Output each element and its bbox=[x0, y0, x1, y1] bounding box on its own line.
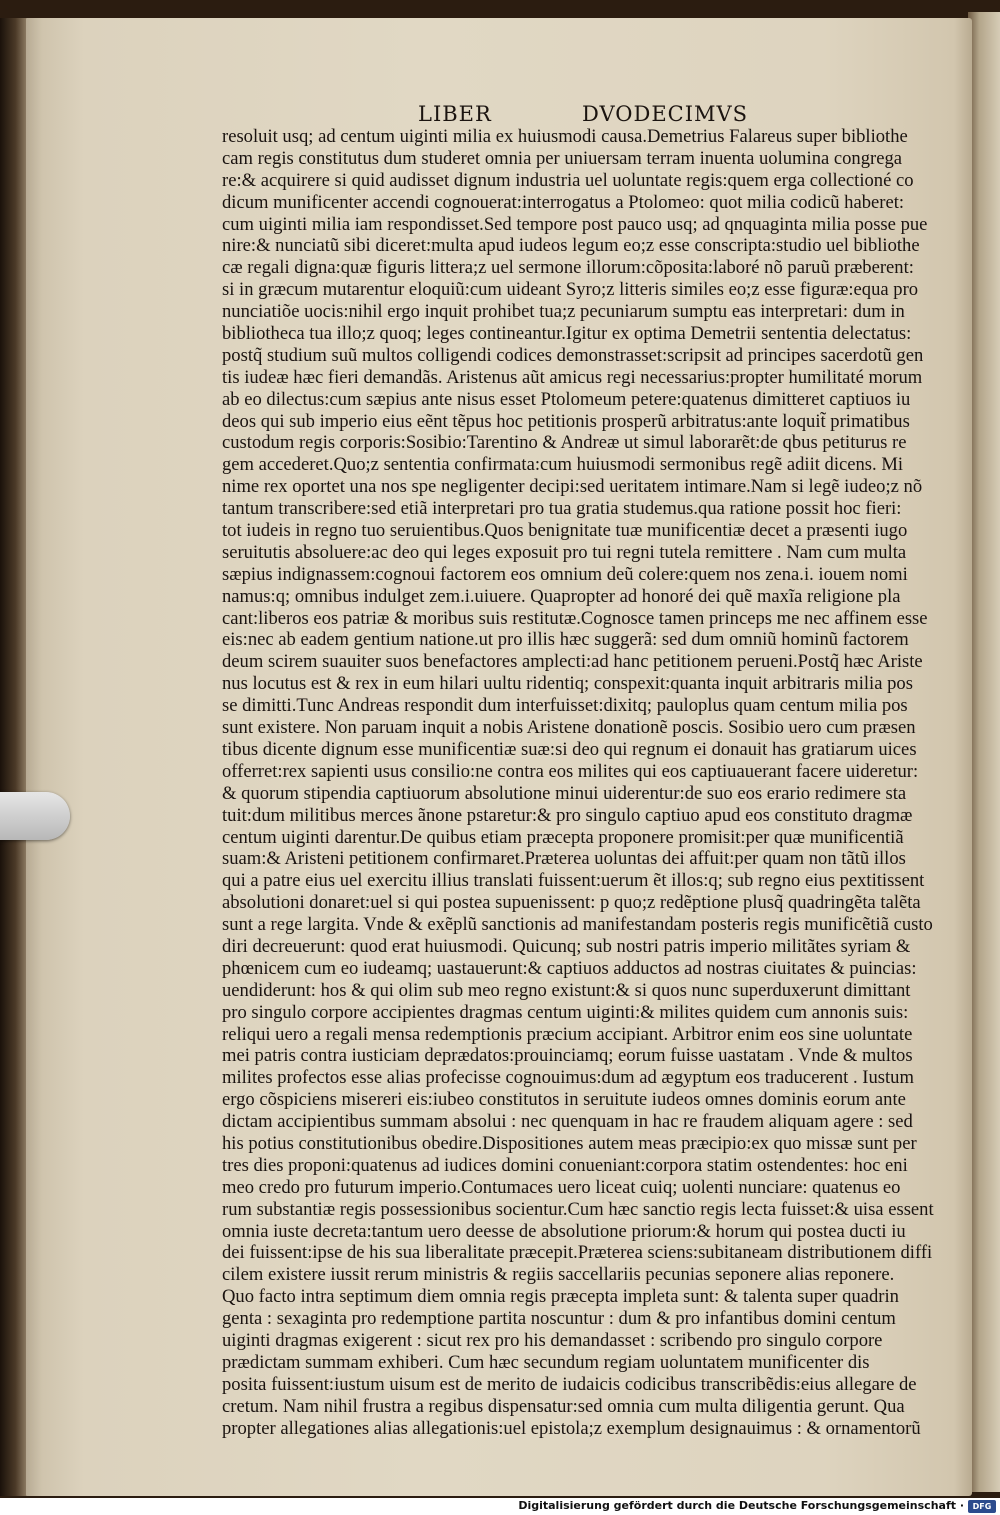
text-line: tantum transcribere:sed etiã interpretari pro tua gratia studemus.qua ratione possit hoc fieri: bbox=[222, 498, 902, 520]
text-line: suam:& Aristeni petitionem confirmaret.Præterea uoluntas dei affuit:per quam non tãtũ illos bbox=[222, 848, 906, 870]
text-line: dictam accipientibus summam absolui : nec quenquam in hac re fraudem aliquam agere : sed bbox=[222, 1111, 913, 1133]
text-line: tot iudeis in regno tuo seruientibus.Quos benignitate tuæ munificentiæ decet a præsenti iugo bbox=[222, 520, 908, 542]
text-line: Quo facto intra septimum diem omnia regis præcepta impleta sunt: & talenta super quadrin bbox=[222, 1286, 899, 1308]
text-line: re:& acquirere si quid audisset dignum industria uel uoluntate regis:quem erga collectioné co bbox=[222, 169, 914, 191]
text-block bbox=[222, 126, 938, 1439]
text-line: tis iudeæ hæc fieri demandãs. Aristenus aũt amicus regi necessarius:propter humilitaté morum bbox=[222, 366, 923, 388]
text-line: cant:liberos eos patriæ & moribus suis restitutæ.Cognosce tamen princeps me nec affinem esse bbox=[222, 607, 928, 629]
text-line: cretum. Nam nihil frustra a regibus dispensatur:sed omnia cum multa diligentia gerunt. Qua bbox=[222, 1395, 905, 1417]
dfg-logo-icon: DFG bbox=[968, 1500, 996, 1513]
text-line: resoluit usq; ad centum uiginti milia ex huiusmodi causa.Demetrius Falareus super bibliothe bbox=[222, 126, 908, 147]
text-line: posita fuissent:iustum uisum est de merito de iudaicis codicibus transcribẽdis:eius allegare de bbox=[222, 1373, 917, 1395]
text-line: mei patris contra iusticiam deprædatos:prouinciamq; eorum fuisse uastatam . Vnde & multos bbox=[222, 1045, 913, 1067]
text-line: centum uiginti darentur.De quibus etiam præcepta proponere promisit:per quæ munificentiã bbox=[222, 826, 904, 848]
text-line: his potius constitutionibus obedire.Dispositiones autem meas præcipio:ex quo missæ sunt per bbox=[222, 1132, 917, 1154]
text-line: rum substantiæ regis possessionibus socientur.Cum hæc sanctio regis lecta fuisset:& uisa essent bbox=[222, 1198, 934, 1220]
text-line: tibus dicente dignum esse munificentiæ suæ:si deo qui regnum ei donauit has gratiarum uices bbox=[222, 738, 917, 760]
text-line: gem accederet.Quo;z sententia confirmata:cum huiusmodi sermonibus regẽ adiit dicens. Mi bbox=[222, 454, 904, 476]
text-line: nunciatiõe uocis:nihil ergo inquit prohibet tua;z pecuniarum sumptu eas interpretari: dum in bbox=[222, 301, 905, 323]
text-line: uendiderunt: hos & qui olim sub meo regno existunt:& si quos nunc superduxerunt dimittant bbox=[222, 979, 911, 1001]
footer-credit: Digitalisierung gefördert durch die Deutsche Forschungsgemeinschaft · bbox=[518, 1499, 964, 1512]
text-line: uiginti dragmas exigerent : sicut rex pro his demandasset : scribendo pro singulo corpore bbox=[222, 1329, 883, 1351]
text-line: namus:q; omnibus indulget zem.i.uiuere. Quapropter ad honoré dei quẽ maxĩa religione pla bbox=[222, 585, 901, 607]
text-line: meo credo pro futurum imperio.Contumaces uero liceat cuiq; uolenti nunciare: quatenus eo bbox=[222, 1176, 901, 1198]
text-line: & quorum stipendia captiuorum absolutione minui uiderentur:de suo eos erario redimere sta bbox=[222, 782, 907, 804]
text-line: qui a patre eius uel exercitu illius translati fuissent:uerum ẽt illos:q; sub regno eius pextitissent bbox=[222, 870, 925, 892]
text-line: cam regis constitutus dum studeret omnia per uniuersam terram inuenta uolumina congrega bbox=[222, 147, 903, 169]
text-line: tuit:dum militibus merces ãnone pstaretur:& pro singulo captiuo apud eos constituto dragmæ bbox=[222, 804, 913, 826]
text-line: seruitutis absoluere:ac deo qui leges exposuit pro tui regni tutela remittere . Nam cum multa bbox=[222, 541, 907, 563]
text-line: bibliotheca tua illo;z quoq; leges contineantur.Igitur ex optima Demetrii sententia delectatus: bbox=[222, 323, 912, 345]
text-line: si in græcum mutarentur eloquiũ:cum uideant Syro;z litteris similes eo;z esse figuræ:equa pro bbox=[222, 279, 919, 301]
text-line: phœnicem cum eo iudeamq; uastauerunt:& captiuos adductos ad nostras ciuitates & puincias: bbox=[222, 957, 917, 979]
text-line: ergo cõspiciens misereri eis:iubeo constitutos in seruitute iudeos omnes dominis eorum ante bbox=[222, 1089, 906, 1111]
text-line: nime rex oportet una nos spe negligenter decipi:sed ueritatem intimare.Nam si legẽ iudeo;z nõ bbox=[222, 476, 923, 498]
text-line: sunt existere. Non paruam inquit a nobis Aristene donationẽ poscis. Sosibio uero cum præsen bbox=[222, 717, 916, 739]
text-line: pro singulo corpore accipientes dragmas centum uiginti:& milites quidem cum annonis suis: bbox=[222, 1001, 909, 1023]
text-line: cum uiginti milia iam respondisset.Sed tempore post pauco usq; ad qnquaginta milia posse pue bbox=[222, 213, 928, 235]
text-line: genta : sexaginta pro redemptione partita noscuntur : dum & pro infantibus domini centum bbox=[222, 1308, 896, 1330]
text-line: dei fuissent:ipse de his sua liberalitate præcepit.Præterea sciens:subitaneam distributionem diffi bbox=[222, 1242, 933, 1264]
text-line: sæpius indignassem:cognoui factorem eos omnium deũ colere:quem nos zena.i. iouem nomi bbox=[222, 563, 908, 585]
text-line: sunt a rege largita. Vnde & exẽplũ sanctionis ad manifestandam posteris regis munificẽtiã custo bbox=[222, 914, 933, 936]
footer-bar bbox=[0, 1498, 1000, 1515]
next-page-edge bbox=[968, 12, 1000, 1492]
running-header bbox=[24, 88, 972, 128]
book-binding bbox=[0, 18, 26, 1496]
header-right: DVODECIMVS bbox=[582, 102, 749, 126]
text-line: se dimitti.Tunc Andreas respondit dum interfuisset:dixitq; pauloplus quam centum milia pos bbox=[222, 695, 908, 717]
book-page bbox=[24, 18, 972, 1496]
text-line: ab eo dilectus:cum sæpius ante nisus esset Ptolomeum petere:quatenus dimitteret captiuos iu bbox=[222, 388, 911, 410]
text-line: custodum regis corporis:Sosibio:Tarentino & Andreæ ut simul laborarẽt:de qbus petiturus re bbox=[222, 432, 907, 454]
text-line: nire:& nunciatũ sibi diceret:multa apud iudeos legum eo;z esse conscripta:studio uel bibliothe bbox=[222, 235, 920, 257]
text-line: absolutioni donaret:uel si qui postea supuenissent: p quo;z redẽptione plusq̃ quadringẽta talẽta bbox=[222, 892, 921, 914]
text-line: propter allegationes alias allegationis:uel epistola;z exemplum designauimus : & ornamentorũ bbox=[222, 1417, 921, 1439]
text-line: offerret:rex sapienti usus consilio:ne contra eos milites qui eos captiuauerant facere uideretur: bbox=[222, 760, 919, 782]
text-line: omnia iuste decreta:tantum uero deesse de absolutione priorum:& horum qui postea ducti iu bbox=[222, 1220, 906, 1242]
text-line: diri decreuerunt: quod erat huiusmodi. Quicunq; sub nostri patris imperio militãtes syriam & bbox=[222, 935, 911, 957]
text-line: dicum munificenter accendi cognouerat:interrogatus a Ptolomeo: quot milia codicũ haberet: bbox=[222, 191, 905, 213]
header-left: LIBER bbox=[418, 102, 492, 126]
text-line: milites profectos esse alias profecisse cognouimus:dum ad ægyptum eos traducerent . Iustum bbox=[222, 1067, 914, 1089]
text-line: tres dies proponi:quatenus ad iudices domini conueniant:corpora statim ostendentes: hoc eni bbox=[222, 1154, 908, 1176]
text-line: postq̃ studium suũ multos colligendi codices demonstrasset:scripsit ad principes sacerdotũ gen bbox=[222, 344, 924, 366]
text-line: reliqui uero a regali mensa redemptionis præcium accipiant. Arbitror enim eos sine uoluntate bbox=[222, 1023, 913, 1045]
text-line: nus locutus est & rex in eum hilari uultu ridentiq; conspexit:quanta inquit arbitraris milia pos bbox=[222, 673, 913, 695]
page-clip bbox=[0, 792, 70, 840]
text-line: deum scirem suauiter suos benefactores amplecti:ad hanc petitionem perueni.Postq̃ hæc Ariste bbox=[222, 651, 923, 673]
text-line: cilem existere iussit rerum ministris & regiis saccellariis pecunias seponere alias reponere. bbox=[222, 1264, 895, 1286]
text-line: deos qui sub imperio eius eẽnt tẽpus hoc petitionis prosperũ arbitratus:ante loquit̃ primatibus bbox=[222, 410, 910, 432]
text-line: eis:nec ab eadem gentium natione.ut pro illis hæc suggerã: sed dum omniũ hominũ factorem bbox=[222, 629, 909, 651]
text-line: cæ regali digna:quæ figuris littera;z uel sermone illorum:cõposita:laboré nõ paruũ præberent: bbox=[222, 257, 914, 279]
text-line: prædictam summam exhiberi. Cum hæc secundum regiam uoluntatem munificenter dis bbox=[222, 1351, 870, 1373]
